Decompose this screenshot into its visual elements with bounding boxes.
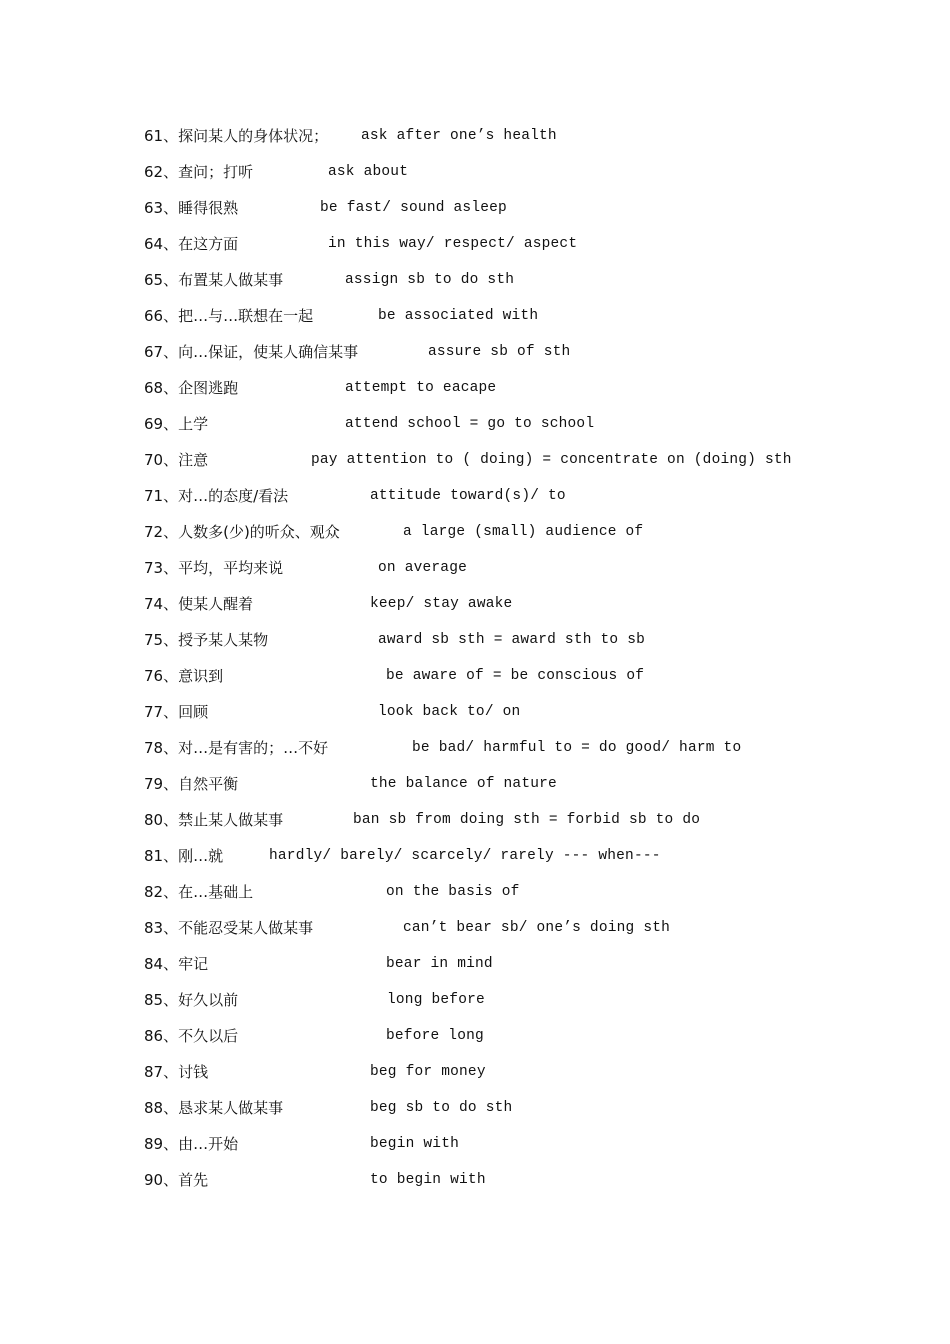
english-phrase: attitude toward(s)/ to xyxy=(370,488,566,504)
english-phrase: to begin with xyxy=(370,1172,486,1188)
english-phrase: on average xyxy=(378,560,468,576)
english-phrase: look back to/ on xyxy=(378,704,521,720)
chinese-phrase: 62、查问；打听 xyxy=(144,163,254,181)
chinese-phrase: 78、对…是有害的；…不好 xyxy=(144,739,329,757)
chinese-phrase: 89、由…开始 xyxy=(144,1135,239,1153)
chinese-phrase: 72、人数多(少)的听众、观众 xyxy=(144,523,340,541)
chinese-phrase: 65、布置某人做某事 xyxy=(144,271,284,289)
chinese-phrase: 77、回顾 xyxy=(144,703,209,721)
english-phrase: bear in mind xyxy=(386,956,493,972)
chinese-phrase: 79、自然平衡 xyxy=(144,775,239,793)
english-phrase: be bad/ harmful to = do good/ harm to xyxy=(412,740,742,756)
english-phrase: keep/ stay awake xyxy=(370,596,513,612)
chinese-phrase: 84、牢记 xyxy=(144,955,209,973)
english-phrase: attend school = go to school xyxy=(345,416,595,432)
chinese-phrase: 64、在这方面 xyxy=(144,235,239,253)
english-phrase: on the basis of xyxy=(386,884,520,900)
chinese-phrase: 63、睡得很熟 xyxy=(144,199,239,217)
chinese-phrase: 88、恳求某人做某事 xyxy=(144,1099,284,1117)
chinese-phrase: 70、注意 xyxy=(144,451,209,469)
english-phrase: award sb sth = award sth to sb xyxy=(378,632,646,648)
chinese-phrase: 90、首先 xyxy=(144,1171,209,1189)
chinese-phrase: 80、禁止某人做某事 xyxy=(144,811,284,829)
english-phrase: assign sb to do sth xyxy=(345,272,515,288)
chinese-phrase: 85、好久以前 xyxy=(144,991,239,1009)
chinese-phrase: 76、意识到 xyxy=(144,667,224,685)
chinese-phrase: 74、使某人醒着 xyxy=(144,595,254,613)
chinese-phrase: 73、平均，平均来说 xyxy=(144,559,284,577)
chinese-phrase: 69、上学 xyxy=(144,415,209,433)
english-phrase: pay attention to ( doing) = concentrate on (doing) sth xyxy=(311,452,792,468)
english-phrase: assure sb of sth xyxy=(428,344,571,360)
english-phrase: ask about xyxy=(328,164,409,180)
english-phrase: attempt to eacape xyxy=(345,380,497,396)
english-phrase: a large (small) audience of xyxy=(403,524,644,540)
english-phrase: long before xyxy=(387,992,485,1008)
chinese-phrase: 87、讨钱 xyxy=(144,1063,209,1081)
chinese-phrase: 83、不能忍受某人做某事 xyxy=(144,919,314,937)
english-phrase: be aware of = be conscious of xyxy=(386,668,645,684)
english-phrase: be associated with xyxy=(378,308,539,324)
english-phrase: be fast/ sound asleep xyxy=(320,200,507,216)
chinese-phrase: 82、在…基础上 xyxy=(144,883,254,901)
chinese-phrase: 67、向…保证，使某人确信某事 xyxy=(144,343,359,361)
english-phrase: ban sb from doing sth = forbid sb to do xyxy=(353,812,701,828)
chinese-phrase: 61、探问某人的身体状况； xyxy=(144,127,329,145)
chinese-phrase: 66、把…与…联想在一起 xyxy=(144,307,314,325)
english-phrase: the balance of nature xyxy=(370,776,557,792)
english-phrase: in this way/ respect/ aspect xyxy=(328,236,578,252)
chinese-phrase: 75、授予某人某物 xyxy=(144,631,269,649)
chinese-phrase: 68、企图逃跑 xyxy=(144,379,239,397)
english-phrase: ask after one’s health xyxy=(361,128,557,144)
chinese-phrase: 81、刚…就 xyxy=(144,847,224,865)
english-phrase: begin with xyxy=(370,1136,460,1152)
english-phrase: beg for money xyxy=(370,1064,486,1080)
english-phrase: before long xyxy=(386,1028,484,1044)
chinese-phrase: 86、不久以后 xyxy=(144,1027,239,1045)
english-phrase: beg sb to do sth xyxy=(370,1100,513,1116)
chinese-phrase: 71、对…的态度/看法 xyxy=(144,487,289,505)
english-phrase: hardly/ barely/ scarcely/ rarely --- when--- xyxy=(269,848,661,864)
english-phrase: can’t bear sb/ one’s doing sth xyxy=(403,920,671,936)
